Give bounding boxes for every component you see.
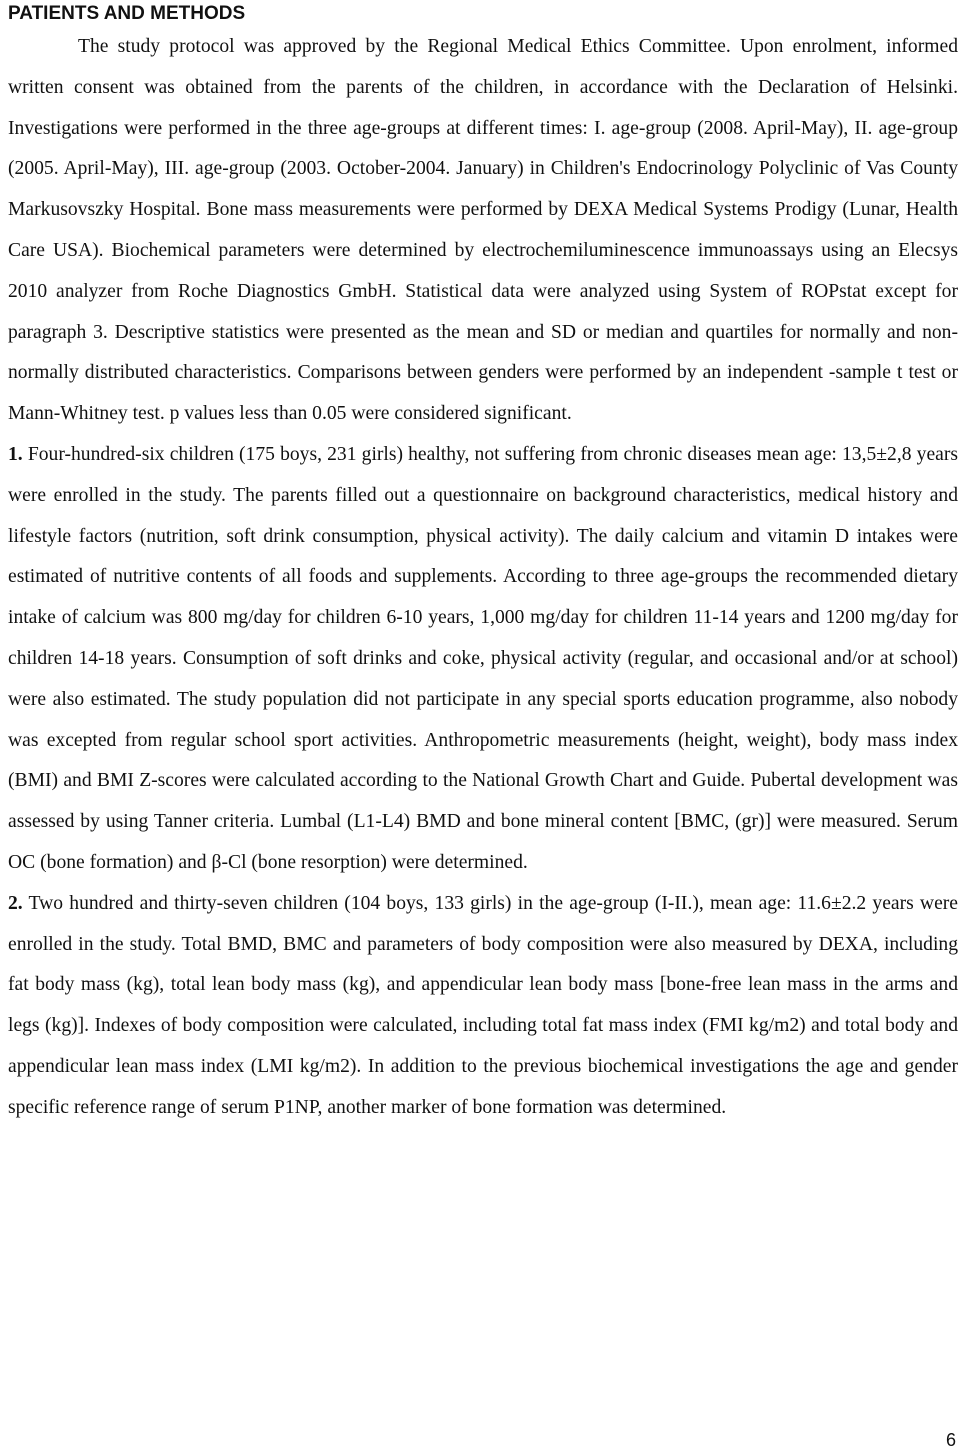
section-1-text: Four-hundred-six children (175 boys, 231 girls) healthy, not suffering from chronic diseases mean age: 13,5±2,8 years were enrolled in the study. The parents filled out a questionnaire on background characteristics, medical history and lifestyle factors (nutrition, soft drink consumption, physical activity). The daily calcium and vitamin D intakes were estimated of nutritive contents of all foods and supplements. According to three age-groups the recommended dietary intake of calcium was 800 mg/day for children 6-10 years, 1,000 mg/day for children 11-14 years and 1200 mg/day for children 14-18 years. Consumption of soft drinks and coke, physical activity (regular, and occasional and/or at school) were also estimated. The study population did not participate in any special sports education programme, also nobody was excepted from regular school sport activities. Anthropometric measurements (height, weight), body mass index (BMI) and BMI Z-scores were calculated according to the National Growth Chart and Guide. Pubertal development was assessed by using Tanner criteria. Lumbal (L1-L4) BMD and bone mineral content [BMC, (gr)] were measured. Serum OC (bone formation) and β-Cl (bone resorption) were determined.	[8, 443, 958, 873]
intro-paragraph: The study protocol was approved by the Regional Medical Ethics Committee. Upon enrolment, informed written consent was obtained from the parents of the children, in accordance with the Declaration of Helsinki. Investigations were performed in the three age-groups at different times: I. age-group (2008. April-May), II. age-group (2005. April-May), III. age-group (2003. October-2004. January) in Children's Endocrinology Polyclinic of Vas County Markusovszky Hospital. Bone mass measurements were performed by DEXA Medical Systems Prodigy (Lunar, Health Care USA). Biochemical parameters were determined by electrochemiluminescence immunoassays using an Elecsys 2010 analyzer from Roche Diagnostics GmbH. Statistical data were analyzed using System of ROPstat except for paragraph 3. Descriptive statistics were presented as the mean and SD or median and quartiles for normally and non-normally distributed characteristics. Comparisons between genders were performed by an independent -sample t test or Mann-Whitney test. p values less than 0.05 were considered significant.	[8, 36, 958, 425]
page-number: 6	[945, 1430, 956, 1450]
document-page	[8, 0, 958, 1129]
section-heading: PATIENTS AND METHODS	[8, 3, 246, 24]
section-2-text: Two hundred and thirty-seven children (104 boys, 133 girls) in the age-group (I-II.), mean age: 11.6±2.2 years were enrolled in the study. Total BMD, BMC and parameters of body composition were also measured by DEXA, including fat body mass (kg), total lean body mass (kg), and appendicular lean body mass [bone-free lean mass in the arms and legs (kg)]. Indexes of body composition were calculated, including total fat mass index (FMI kg/m2) and total body and appendicular lean mass index (LMI kg/m2). In addition to the previous biochemical investigations the age and gender specific reference range of serum P1NP, another marker of bone formation was determined.	[8, 892, 958, 1118]
section-1-paragraph	[8, 435, 958, 884]
section-1-number: 1.	[8, 443, 23, 465]
section-2-paragraph	[8, 884, 958, 1129]
section-2-number: 2.	[8, 892, 23, 914]
